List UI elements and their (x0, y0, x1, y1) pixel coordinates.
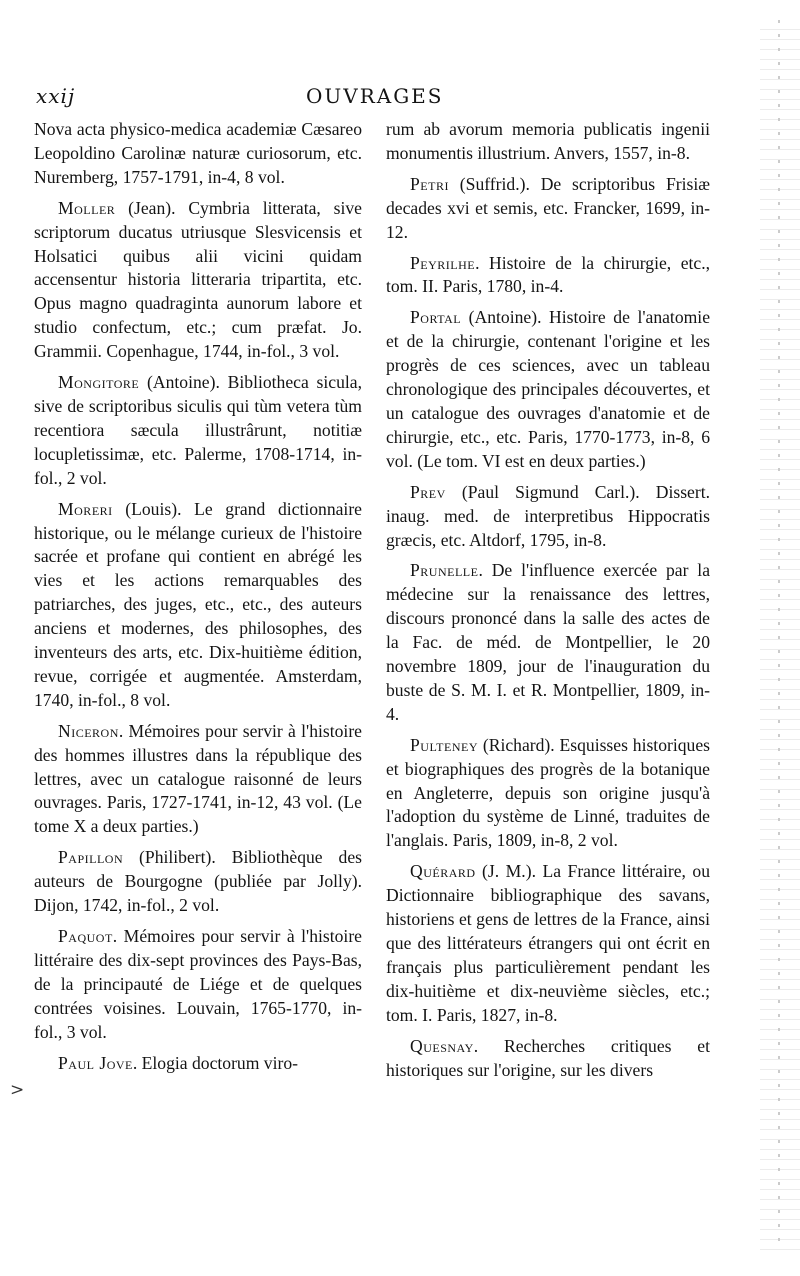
page-header (36, 84, 736, 116)
entry-author: Quesnay (410, 1035, 474, 1056)
entry-text: (Richard). Esquisses historiques et biographiques des progrès de la botanique en Angleterre, depuis son origine jusqu'à l'adoption du système de Linné, traduites de l'anglais. Paris, 1809, in-8, 2 vol. (386, 734, 710, 851)
entry-author: Portal (410, 307, 462, 328)
entry-author: Peyrilhe (410, 252, 476, 273)
bibliography-entry (34, 118, 362, 190)
page-edge-shadow (760, 20, 800, 1250)
entry-text: . Recherches critiques et historiques sur l'origine, sur les divers (386, 1035, 710, 1080)
bibliography-entry (34, 197, 362, 364)
entry-text: (Antoine). Histoire de l'anatomie et de la chirurgie, contenant l'origine et les progrès de ces sciences, avec un tableau chronologique des principales découvertes, et un catalogue des ouvrages d'anatomie et de chirurgie, etc., etc. Paris, 1770-1773, in-8, 6 vol. (Le tom. VI est en deux parties.) (386, 307, 710, 471)
bibliography-entry (386, 860, 710, 1027)
bibliography-entry (34, 720, 362, 840)
bibliography-entry (386, 306, 710, 473)
running-head: OUVRAGES (306, 84, 444, 108)
bibliography-entry (386, 252, 710, 300)
bibliography-entry (386, 1035, 710, 1083)
entry-author: Pulteney (410, 734, 479, 755)
entry-author: Prev (410, 481, 446, 502)
entry-text: . Mémoires pour servir à l'histoire des hommes illustres dans la république des lettres, avec un catalogue raisonné de leurs ouvrages. Paris, 1727-1741, in-12, 43 vol. (Le tome X a deux parties.) (34, 720, 362, 837)
entry-text: . Histoire de la chirurgie, etc., tom. II. Paris, 1780, in-4. (386, 252, 710, 297)
entry-text: (Jean). Cymbria litterata, sive scriptorum ducatus utriusque Slesvicensis et Holsatici quibus alii vicini quidam accensentur historia litteraria tripartita, etc. Opus magno quadraginta aunorum labore et studio confectum, etc.; cum præfat. Jo. Grammii. Copenhague, 1744, in-fol., 3 vol. (34, 197, 362, 362)
entry-text: (Antoine). Bibliotheca sicula, sive de scriptoribus siculis qui tùm vetera tùm recentiora sæcula illustrârunt, notitiæ locupletissimæ, etc. Palerme, 1708-1714, in-fol., 2 vol. (34, 372, 362, 488)
left-column (34, 118, 362, 1082)
entry-text: (Suffrid.). De scriptoribus Frisiæ decades xvi et semis, etc. Francker, 1699, in-12. (386, 173, 710, 242)
bibliography-entry (386, 173, 710, 245)
entry-author: Prunelle (410, 560, 479, 581)
entry-text: (Paul Sigmund Carl.). Dissert. inaug. med. de interpretibus Hippocratis græcis, etc. Altdorf, 1795, in-8. (386, 481, 710, 550)
bibliography-entry (34, 371, 362, 491)
right-column (386, 118, 710, 1089)
entry-text: (Philibert). Bibliothèque des auteurs de Bourgogne (publiée par Jolly). Dijon, 1742, in-fol., 2 vol. (34, 847, 362, 916)
entry-text: . Elogia doctorum viro- (132, 1052, 299, 1073)
bibliography-entry (386, 481, 710, 553)
entry-text: Nova acta physico-medica academiæ Cæsareo Leopoldino Carolinæ naturæ curiosorum, etc. Nuremberg, 1757-1791, in-4, 8 vol. (34, 119, 362, 187)
bibliography-entry (386, 559, 710, 726)
entry-author: Papillon (58, 847, 124, 868)
bibliography-entry (34, 498, 362, 713)
entry-author: Moller (58, 197, 116, 218)
bibliography-entry (34, 925, 362, 1045)
bibliography-entry (34, 846, 362, 918)
bibliography-entry (34, 1052, 362, 1076)
entry-author: Paul Jove (58, 1052, 133, 1073)
entry-text: . Mémoires pour servir à l'histoire littéraire des dix-sept provinces des Pays-Bas, de la principauté de Liége et de quelques contrées voisines. Louvain, 1765-1770, in-fol., 3 vol. (34, 926, 362, 1042)
entry-author: Quérard (410, 861, 476, 882)
entry-author: Paquot (58, 926, 113, 946)
entry-author: Petri (410, 173, 449, 194)
entry-author: Mongitore (58, 372, 140, 393)
page-number: xxij (36, 84, 76, 108)
margin-mark: > (10, 1080, 25, 1100)
bibliography-entry (386, 734, 710, 854)
entry-text: rum ab avorum memoria publicatis ingenii monumentis illustrium. Anvers, 1557, in-8. (386, 119, 710, 163)
entry-text: . De l'influence exercée par la médecine sur la renaissance des lettres, discours prononcé dans la salle des actes de la Fac. de méd. de Montpellier, le 20 novembre 1809, jour de l'inauguration du buste de S. M. I. et R. Montpellier, 1809, in-4. (386, 560, 710, 724)
bibliography-entry (386, 118, 710, 166)
entry-author: Niceron (58, 720, 119, 741)
entry-text: (Louis). Le grand dictionnaire historique, ou le mélange curieux de l'histoire sacrée et profane qui contient en abrégé les vies et les actions remarquables des patriarches, des juges, etc., etc., des auteurs anciens et modernes, des philosophes, des inventeurs des arts, etc. Dix-huitième édition, revue, corrigée et augmentée. Amsterdam, 1740, in-fol., 8 vol. (34, 498, 362, 710)
entry-author: Moreri (58, 498, 113, 519)
entry-text: (J. M.). La France littéraire, ou Dictionnaire bibliographique des savans, historiens et gens de lettres de la France, ainsi que des littérateurs étrangers qui ont écrit en français plus particulièrement pendant les dix-huitième et dix-neuvième siècles, etc.; tom. I. Paris, 1827, in-8. (386, 861, 710, 1025)
